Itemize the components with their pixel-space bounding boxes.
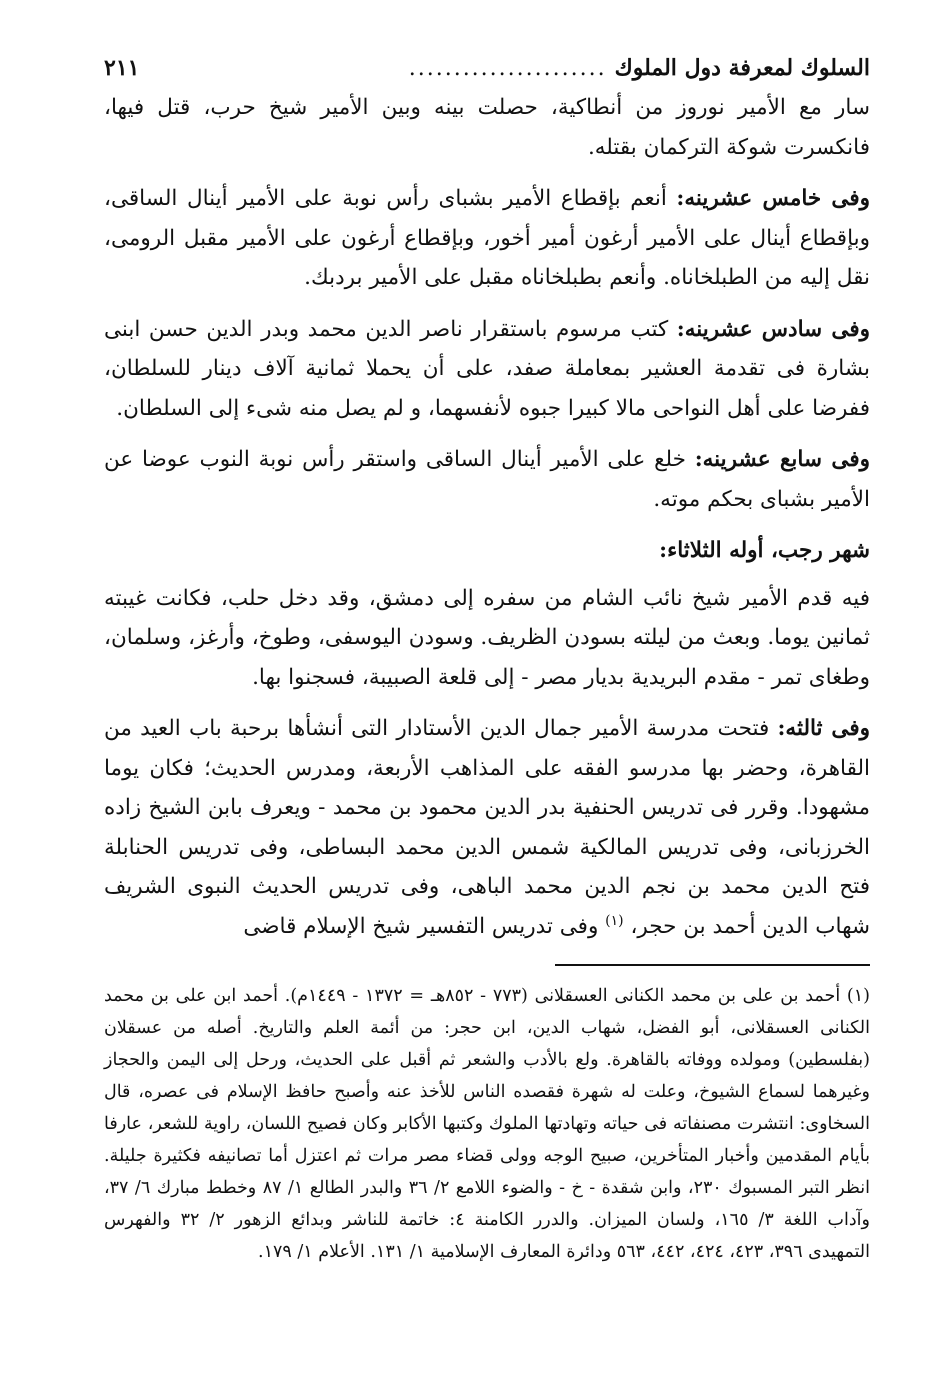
paragraph-5-text: فيه قدم الأمير شيخ نائب الشام من سفره إلى دمشق، وقد دخل حلب، فكانت غيبته ثمانين يوما. وبعث من ليلته بسودن الظريف. وسودن اليوسفى، وطوخ، وأرغز، وسلمان، وطغاى تمر - مقدم البريدية بديار مصر - إلى قلعة الصبيبة، فسجنوا بها. bbox=[104, 585, 870, 690]
footnote-marker[interactable]: (١) bbox=[605, 912, 624, 929]
paragraph-1-text: سار مع الأمير نوروز من أنطاكية، حصلت بينه وبين الأمير شيخ حرب، قتل فيها، فانكسرت شوكة التركمان بقتله. bbox=[104, 95, 870, 160]
page-number: ٢١١ bbox=[104, 55, 140, 81]
footnotes bbox=[104, 980, 870, 1268]
book-title: السلوك لمعرفة دول الملوك bbox=[614, 55, 870, 81]
paragraph-5 bbox=[104, 579, 870, 698]
main-text bbox=[104, 88, 870, 946]
paragraph-2 bbox=[104, 179, 870, 298]
paragraph-6-text: فتحت مدرسة الأمير جمال الدين الأستادار التى أنشأها برحبة باب العيد من القاهرة، وحضر بها مدرسو الفقه على المذاهب الأربعة، ومدرس الحديث؛ فكان يوما مشهودا. وقرر فى تدريس الحنفية بدر الدين محمود بن محمد - ويعرف بابن الشيخ زاده الخرزبانى، وفى تدريس المالكية شمس الدين محمد البساطى، وفى تدريس الحنابلة فتح الدين محمد بن نجم الدين محمد الباهى، وفى تدريس الحديث النبوى الشريف شهاب الدين أحمد بن حجر، bbox=[104, 716, 871, 939]
leader-dots: ...................... bbox=[408, 56, 607, 81]
paragraph-3 bbox=[104, 310, 870, 429]
paragraph-3-text: كتب مرسوم باستقرار ناصر الدين محمد وبدر الدين حسن ابنى بشارة فى تقدمة العشير بمعاملة صفد، على أن يحملا ثمانية آلاف دينار للسلطان، ففرضا على أهل النواحى مالا كبيرا جبوه لأنفسهما، و لم يصل منه شىء إلى السلطان. bbox=[104, 316, 870, 421]
footnote-1: (١) أحمد بن على بن محمد الكنانى العسقلانى (٧٧٣ - ٨٥٢هـ = ١٣٧٢ - ١٤٤٩م). أحمد ابن على بن محمد الكنانى العسقلانى، أبو الفضل، شهاب الدين، ابن حجر: من أئمة العلم والتاريخ. أصله من عسقلان (بفلسطين) ومولده ووفاته بالقاهرة. ولع بالأدب والشعر ثم أقبل على الحديث، ورحل إلى اليمن والحجاز وغيرهما لسماع الشيوخ، وعلت له شهرة فقصده الناس للأخذ عنه وأصبح حافظ الإسلام فى عصره، قال السخاوى: انتشرت مصنفاته فى حياته وتهادتها الملوك وكتبها الأكابر وكان فصيح اللسان، راوية للشعر، عارفا بأيام المقدمين وأخبار المتأخرين، صبيح الوجه وولى قضاء مصر مرات ثم اعتزل أما تصانيفه فكثيرة جليلة. انظر التبر المسبوك ٢٣٠، وابن شقدة - خ - والضوء اللامع ٢/ ٣٦ والبدر الطالع ١/ ٨٧ وخطط مبارك ٦/ ٣٧، وآداب اللغة ٣/ ١٦٥، ولسان الميزان. والدرر الكامنة ٤: خاتمة للناشر وبدائع الزهور ٢/ ٣٢ والفهرس التمهيدى ٣٩٦، ٤٢٣، ٤٢٤، ٤٤٢، ٥٦٣ ودائرة المعارف الإسلامية ١/ ١٣١. الأعلام ١/ ١٧٩. bbox=[104, 986, 870, 1262]
paragraph-2-text: أنعم بإقطاع الأمير بشباى رأس نوبة على الأمير أينال الساقى، وبإقطاع أينال على الأمير أرغون أمير أخور، وبإقطاع أرغون على الأمير مقبل الرومى، نقل إليه من الطبلخاناه. وأنعم بطبلخاناه مقبل على الأمير بردبك. bbox=[104, 186, 870, 290]
paragraph-3-lead: وفى سادس عشرينه: bbox=[676, 316, 870, 342]
paragraph-2-lead: وفى خامس عشرينه: bbox=[676, 186, 871, 211]
paragraph-1 bbox=[104, 88, 870, 167]
paragraph-6-lead: وفى ثالثه: bbox=[777, 716, 870, 741]
paragraph-4-text: خلع على الأمير أينال الساقى واستقر رأس نوبة النوب عوضا عن الأمير بشباى بحكم موته. bbox=[104, 447, 870, 512]
footnote-divider bbox=[555, 964, 870, 966]
running-head bbox=[104, 48, 870, 88]
paragraph-6-text-after: وفى تدريس التفسير شيخ الإسلام قاضى bbox=[243, 913, 606, 939]
paragraph-4-lead: وفى سابع عشرينه: bbox=[694, 447, 870, 472]
paragraph-6 bbox=[104, 709, 870, 946]
month-heading: شهر رجب، أوله الثلاثاء: bbox=[659, 538, 870, 563]
book-page bbox=[104, 48, 870, 1268]
paragraph-4 bbox=[104, 440, 870, 519]
